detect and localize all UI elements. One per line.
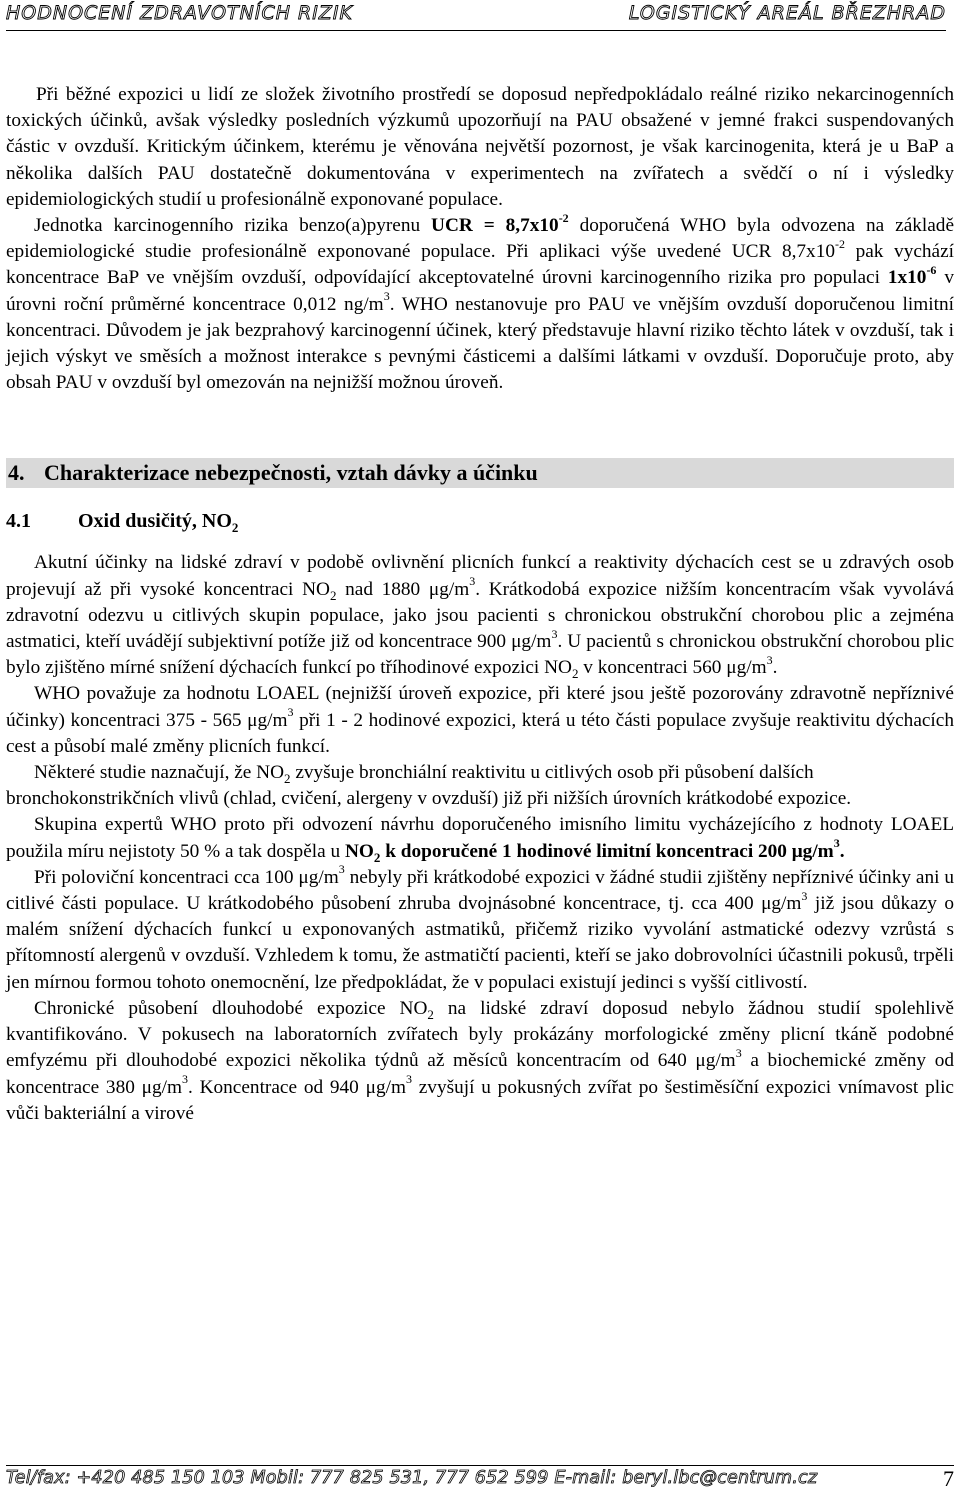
paragraph-pau-risk: Při běžné expozici u lidí ze složek životního prostředí se doposud nepředpokládalo reálné riziko nekarcinogenních toxických účinků, avšak výsledky posledních výzkumů upozorňují na PAU obsažené v jemné frakci suspendovaných částic v ovzduší. Kritickým účinkem, kterému je věnována největší pozornost, je však karcinogenita, která je u BaP a několika dalších PAU dostatečně dokumentována v experimentech na zvířatech a svědčí o ní i výsledky epidemiologických studií u profesionálně exponované populace. bbox=[6, 84, 954, 210]
header-right-title: LOGISTICKÝ AREÁL BŘEZHRAD bbox=[628, 2, 946, 24]
paragraph-who-limit: Skupina expertů WHO proto při odvození návrhu doporučeného imisního limitu vycházejícího z hodnoty LOAEL použila míru nejistoty 50 % a tak dospěla u $NO_2$ k doporučené 1 hodinové limitní koncentraci 200 $\mu g/m^3$. bbox=[6, 814, 954, 865]
paragraph-bronchial: Některé studie naznačují, že $NO_2$ zvyšuje bronchiální reaktivitu u citlivých osob při působení dalších bronchokonstrikčních vlivů (chlad, cvičení, alergeny v ovzduší) již při nižších úrovních krátkodobé expozice. bbox=[6, 762, 852, 810]
page-number: 7 bbox=[943, 1466, 954, 1491]
page-header bbox=[6, 0, 946, 31]
paragraph-loael: WHO považuje za hodnotu LOAEL (nejnižší úroveň expozice, při které jsou ještě pozorovány zdravotně nepříznivé účinky) koncentraci 375 - 565 $\mu g/m^3$ při 1 - 2 hodinové expozici, která u této části populace zvyšuje reaktivitu dýchacích cest a působí malé změny plicních funkcí. bbox=[6, 683, 954, 757]
document-body bbox=[6, 82, 954, 1127]
header-left-title: HODNOCENÍ ZDRAVOTNÍCH RIZIK bbox=[6, 2, 353, 24]
paragraph-ucr: Jednotka karcinogenního rizika benzo(a)pyrenu UCR = $8,7x10^{-2}$ doporučená WHO byla odvozena na základě epidemiologické studie profesionálně exponované populace. Při aplikaci výše uvedené UCR $8,7x10^{-2}$ pak vychází koncentrace BaP ve vnějším ovzduší, odpovídající akceptovatelné úrovni karcinogenního rizika pro populaci $1x10^{-6}$ v úrovni roční průměrné koncentrace 0,012 $ng/m^3$. WHO nestanovuje pro PAU ve vnějším ovzduší doporučenou limitní koncentraci. Důvodem je jak bezprahový karcinogenní účinek, který představuje hlavní riziko těchto látek v ovzduší, tak i jejich výskyt ve směsích a možnost interakce s pevnými částicemi a dalšími látkami v ovzduší. Doporučuje proto, aby obsah PAU v ovzduší byl omezován na nejnižší možnou úroveň. bbox=[6, 210, 955, 394]
section-heading: 4. Charakterizace nebezpečnosti, vztah dávky a účinku bbox=[6, 458, 954, 488]
paragraph-acute-effects: Akutní účinky na lidské zdraví v podobě ovlivnění plicních funkcí a reaktivity dýchacích cest se u zdravých osob projevují až při vysoké koncentraci $NO_2$ nad 1880 $\mu g/m^3$. Krátkodobá expozice nižším koncentracím však vyvolává zdravotní odezvu u citlivých skupin populace, jako jsou pacienti s chronickou obstrukční chorobou plic a zejména astmatici, kteří uvádějí subjektivní potíže již od koncentrace 900 $\mu g/m^3$. U pacientů s chronickou obstrukční chorobou plic bylo zjištěno mírné snížení dýchacích funkcí po tříhodinové expozici $NO_2$ v koncentraci 560 $\mu g/m^3$. bbox=[6, 552, 955, 682]
paragraph-chronic: Chronické působení dlouhodobé expozice $NO_2$ na lidské zdraví doposud nebylo žádnou studií spolehlivě kvantifikováno. V pokusech na laboratorních zvířatech byly prokázány morfologické změny plicní tkáně podobné emfyzému při dlouhodobé expozici několika týdnů až měsíců koncentracím od 640 $\mu g/m^3$ a biochemické změny od koncentrace 380 $\mu g/m^3$. Koncentrace od 940 $\mu g/m^3$ zvyšují u pokusných zvířat po šestiměsíční expozici vnímavost plic vůči bakteriální a virové bbox=[6, 997, 954, 1124]
subsection-heading: 4.1 Oxid dusičitý, $NO_2$ bbox=[6, 510, 239, 536]
page-footer bbox=[6, 1465, 954, 1496]
paragraph-half-concentration: Při poloviční koncentraci cca 100 $\mu g/m^3$ nebyly při krátkodobé expozici v žádné studii zjištěny nepříznivé účinky ani u citlivé části populace. U krátkodobého působení zhruba dvojnásobné koncentrace, tj. cca 400 $\mu g/m^3$ již jsou důkazy o malém snížení dýchacích funkcí u exponovaných astmatiků, přičemž riziko vyvolání astmatické odezvy vzrůstá s přítomností alergenů v ovzduší. Vzhledem k tomu, že astmatičtí pacienti, kteří se jako dobrovolníci účastnili pokusů, trpěli jen mírnou formou tohoto onemocnění, lze předpokládat, že v populaci existují jedinci s vyšší citlivostí. bbox=[6, 862, 954, 993]
footer-contact: Tel/fax: +420 485 150 103 Mobil: 777 825 531, 777 652 599 E-mail: beryl.lbc@centrum.cz bbox=[6, 1468, 818, 1488]
